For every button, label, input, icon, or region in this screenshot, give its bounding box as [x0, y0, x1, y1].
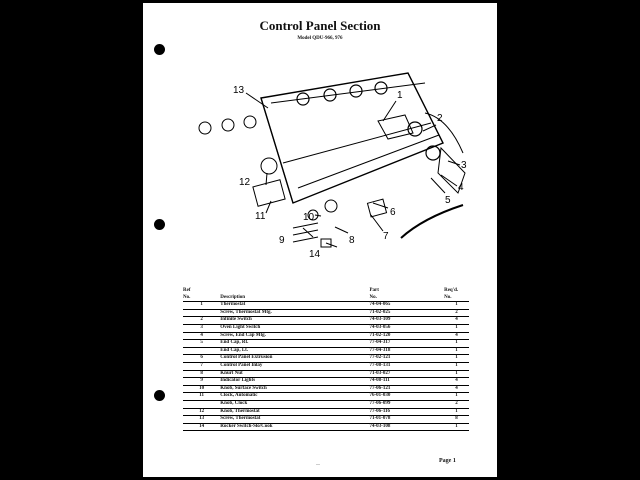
- quantity-cell: 1: [444, 340, 469, 348]
- callout-8: 8: [349, 235, 355, 246]
- ref-cell: [183, 309, 220, 317]
- callout-3: 3: [461, 160, 467, 171]
- quantity-cell: 2: [444, 309, 469, 317]
- quantity-cell: 1: [444, 355, 469, 363]
- page-title: Control Panel Section: [259, 18, 381, 33]
- ref-cell: 2: [183, 317, 220, 325]
- req-header: No.: [444, 295, 469, 302]
- callout-14: 14: [309, 249, 321, 260]
- ref-cell: 7: [183, 362, 220, 370]
- part-number-cell: 74-08-111: [370, 378, 445, 386]
- table-row: [183, 332, 469, 340]
- footer-mark: —: [316, 461, 320, 466]
- document-page: [143, 3, 497, 477]
- description-cell: Infinite Switch: [220, 317, 369, 325]
- quantity-cell: 1: [444, 370, 469, 378]
- ref-cell: 9: [183, 378, 220, 386]
- table-row: [183, 317, 469, 325]
- description-cell: End Cap, Lt.: [220, 347, 369, 355]
- part-number-cell: 77-06-116: [370, 408, 445, 416]
- part-number-cell: 77-04-317: [370, 340, 445, 348]
- parts-table: [183, 288, 469, 431]
- quantity-cell: 1: [444, 393, 469, 401]
- description-cell: End Cap, Rt.: [220, 340, 369, 348]
- description-cell: Oven Light Switch: [220, 324, 369, 332]
- ref-header: No.: [183, 295, 220, 302]
- table-row: [183, 362, 469, 370]
- part-number-cell: 74-03-108: [370, 423, 445, 431]
- page-number: Page 1: [439, 458, 456, 464]
- callout-5: 5: [445, 195, 451, 206]
- ref-cell: 12: [183, 408, 220, 416]
- table-row: [183, 340, 469, 348]
- callout-4: 4: [458, 182, 464, 193]
- description-cell: Clock, Automatic: [220, 393, 369, 401]
- ref-cell: 13: [183, 416, 220, 424]
- table-row: [183, 385, 469, 393]
- ref-cell: 6: [183, 355, 220, 363]
- quantity-cell: 8: [444, 416, 469, 424]
- part-number-cell: 77-04-318: [370, 347, 445, 355]
- table-row: [183, 408, 469, 416]
- quantity-cell: 1: [444, 423, 469, 431]
- ref-cell: 1: [183, 302, 220, 310]
- callout-11: 11: [255, 211, 266, 222]
- description-cell: Thermostat: [220, 302, 369, 310]
- part-header-top: Part: [369, 288, 379, 293]
- ref-cell: 14: [183, 423, 220, 431]
- description-cell: Knob, Surface Switch: [220, 385, 369, 393]
- callout-1: 1: [397, 90, 403, 101]
- parts-table-body: [183, 302, 469, 431]
- ref-header-top: Ref: [183, 288, 191, 293]
- table-header-row: [183, 295, 469, 302]
- quantity-cell: 4: [444, 317, 469, 325]
- control-panel-exploded-diagram: [143, 3, 497, 293]
- table-row: [183, 400, 469, 408]
- part-number-cell: 71-02-120: [370, 332, 445, 340]
- part-number-cell: 71-01-078: [370, 416, 445, 424]
- part-number-cell: 76-01-030: [370, 393, 445, 401]
- quantity-cell: 1: [444, 408, 469, 416]
- desc-header-top: [220, 288, 369, 295]
- table-row: [183, 302, 469, 310]
- callout-6: 6: [390, 207, 396, 218]
- table-row: [183, 355, 469, 363]
- binder-hole-bottom: [154, 390, 165, 401]
- quantity-cell: 1: [444, 324, 469, 332]
- part-number-cell: 77-06-099: [370, 400, 445, 408]
- description-cell: Knob, Thermostat: [220, 408, 369, 416]
- table-row: [183, 347, 469, 355]
- callout-9: 9: [279, 235, 285, 246]
- part-number-cell: 77-08-131: [370, 362, 445, 370]
- description-cell: Control Panel Extrusion: [220, 355, 369, 363]
- part-number-cell: 71-03-027: [370, 370, 445, 378]
- table-row: [183, 416, 469, 424]
- description-cell: Screw, Thermostat: [220, 416, 369, 424]
- ref-cell: 3: [183, 324, 220, 332]
- description-cell: Control Panel Inlay: [220, 362, 369, 370]
- callout-2: 2: [437, 113, 443, 124]
- callout-7: 7: [383, 231, 389, 242]
- quantity-cell: 1: [444, 302, 469, 310]
- quantity-cell: 1: [444, 362, 469, 370]
- ref-cell: 10: [183, 385, 220, 393]
- table-row: [183, 423, 469, 431]
- description-cell: Screw, Thermostat Mtg.: [220, 309, 369, 317]
- ref-cell: [183, 347, 220, 355]
- part-number-cell: 74-03-056: [370, 324, 445, 332]
- table-row: [183, 324, 469, 332]
- quantity-cell: 4: [444, 332, 469, 340]
- description-header: Description: [220, 295, 369, 302]
- ref-cell: [183, 400, 220, 408]
- quantity-cell: 4: [444, 385, 469, 393]
- ref-cell: 4: [183, 332, 220, 340]
- description-cell: Knob, Clock: [220, 400, 369, 408]
- quantity-cell: 4: [444, 378, 469, 386]
- part-header: No.: [370, 295, 445, 302]
- quantity-cell: 2: [444, 400, 469, 408]
- callout-12: 12: [239, 177, 251, 188]
- description-cell: Indicator Lights: [220, 378, 369, 386]
- table-row: [183, 370, 469, 378]
- part-number-cell: 77-06-121: [370, 385, 445, 393]
- ref-cell: 8: [183, 370, 220, 378]
- part-number-cell: 74-03-109: [370, 317, 445, 325]
- ref-cell: 11: [183, 393, 220, 401]
- description-cell: Knurl Nut: [220, 370, 369, 378]
- description-cell: Rocker Switch-Slo/Cook: [220, 423, 369, 431]
- table-row: [183, 378, 469, 386]
- table-row: [183, 309, 469, 317]
- part-number-cell: 77-02-121: [370, 355, 445, 363]
- model-subtitle: Model QDU-966, 976: [297, 36, 343, 41]
- part-number-cell: 74-04-065: [370, 302, 445, 310]
- table-header-top-row: [183, 288, 469, 295]
- callout-10: 10: [303, 212, 315, 223]
- description-cell: Screw, End Cap Mtg.: [220, 332, 369, 340]
- callout-13: 13: [233, 85, 245, 96]
- part-number-cell: 71-02-025: [370, 309, 445, 317]
- quantity-cell: 1: [444, 347, 469, 355]
- req-header-top: Req'd.: [444, 288, 459, 293]
- table-row: [183, 393, 469, 401]
- ref-cell: 5: [183, 340, 220, 348]
